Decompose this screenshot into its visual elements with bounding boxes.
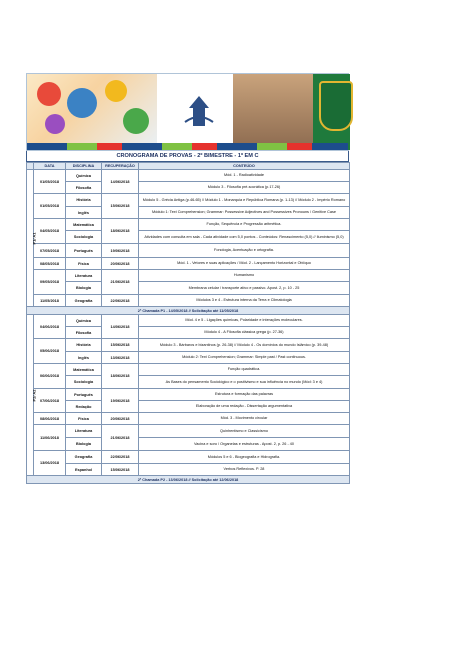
- cell-conteudo: Mód. 1 - Vetores e suas aplicações / Mód. 2 - Lançamento Horizontal e Oblíquo: [139, 258, 350, 270]
- color-strip: [27, 143, 348, 150]
- cell-data: 04/06/2018: [34, 315, 66, 339]
- table-row: [27, 464, 350, 476]
- cell-conteudo: Módulo 4 - A Filosofia clássica grega (p. 27-36): [139, 327, 350, 339]
- cell-conteudo: Função, Sequência e Progressão aritmética.: [139, 219, 350, 231]
- cell-recuperacao: 19/06/2018: [102, 389, 139, 413]
- table-row: [27, 315, 350, 327]
- cell-data: 08/06/2018: [34, 413, 66, 425]
- table-row: [27, 231, 350, 244]
- table-row: [27, 389, 350, 401]
- cell-conteudo: Módulo 2: Text Comprehension; Grammar: Simple past / Past continuous.: [139, 352, 350, 364]
- page-title: CRONOGRAMA DE PROVAS - 2º BIMESTRE - 1º EM C: [26, 151, 349, 162]
- cell-conteudo: Módulo 1: Text Comprehension; Grammar: Possessive Adjectives and Possessives Pronouns / Genitive Case: [139, 207, 350, 219]
- table-row: [27, 401, 350, 413]
- cell-data: 11/06/2018: [34, 425, 66, 451]
- table-row: [27, 270, 350, 282]
- cell-disciplina: Química: [66, 170, 102, 182]
- cell-recuperacao: 18/06/2018: [102, 219, 139, 244]
- header-disciplina: DISCIPLINA: [66, 163, 102, 170]
- cell-disciplina: Sociologia: [66, 376, 102, 389]
- chamada-text: 2ª Chamada P1 - 14/05/2018 // Solicitação até 11/05/2018: [27, 307, 350, 315]
- cell-conteudo: Módulos 3 e 4 - Estrutura interna da Terra e Climatologia: [139, 295, 350, 307]
- cell-recuperacao: 13/06/2018: [102, 352, 139, 364]
- cell-disciplina: Inglês: [66, 207, 102, 219]
- cell-data: 11/05/2018: [34, 295, 66, 307]
- cell-recuperacao: 15/06/2018: [102, 194, 139, 219]
- header-banner: [26, 73, 349, 151]
- schedule-sheet: [26, 73, 349, 484]
- table-row: [27, 258, 350, 270]
- cell-disciplina: Espanhol: [66, 464, 102, 476]
- section-label-text: P1/ A1: [31, 231, 37, 245]
- table-row: [27, 244, 350, 258]
- cell-conteudo: Membrana celular / transporte ativo e passivo. Apost. 2, p. 10 - 25: [139, 282, 350, 295]
- cell-recuperacao: 20/06/2018: [102, 258, 139, 270]
- table-row: [27, 438, 350, 451]
- cell-data: 04/05/2018: [34, 219, 66, 244]
- table-row: [27, 364, 350, 376]
- chamada-text: 2ª Chamada P2 - 13/06/2018 // Solicitação até 12/06/2018: [27, 476, 350, 484]
- cell-conteudo: Humanismo: [139, 270, 350, 282]
- church-logo-icon: [179, 92, 219, 132]
- cell-disciplina: Filosofia: [66, 327, 102, 339]
- cell-data: 05/06/2018: [34, 339, 66, 364]
- table-row: [27, 282, 350, 295]
- chamada-row: [27, 307, 350, 315]
- section-label: [27, 170, 37, 307]
- chamada-row: [27, 476, 350, 484]
- cell-data: 13/06/2018: [34, 451, 66, 476]
- cell-recuperacao: 15/06/2018: [102, 464, 139, 476]
- table-row: [27, 327, 350, 339]
- cell-conteudo: Função quadrática.: [139, 364, 350, 376]
- cell-conteudo: Fonologia, Acentuação e ortografia.: [139, 244, 350, 258]
- table-row: [27, 295, 350, 307]
- table-row: [27, 451, 350, 464]
- classroom-photo: [233, 74, 313, 150]
- cell-disciplina: Física: [66, 413, 102, 425]
- cell-disciplina: Geografia: [66, 295, 102, 307]
- cell-disciplina: História: [66, 339, 102, 352]
- cell-disciplina: Geografia: [66, 451, 102, 464]
- cell-disciplina: Sociologia: [66, 231, 102, 244]
- table-row: [27, 376, 350, 389]
- cell-disciplina: Matemática: [66, 219, 102, 231]
- cell-disciplina: Português: [66, 244, 102, 258]
- cell-disciplina: Física: [66, 258, 102, 270]
- cell-data: 07/05/2018: [34, 244, 66, 258]
- cell-recuperacao: 14/06/2018: [102, 315, 139, 339]
- cell-disciplina: Filosofia: [66, 182, 102, 194]
- table-row: [27, 219, 350, 231]
- cell-conteudo: Módulo 3 - Filosofia pré-socrática (p.17-26): [139, 182, 350, 194]
- header-recuperacao: RECUPERAÇÃO: [102, 163, 139, 170]
- cell-disciplina: História: [66, 194, 102, 207]
- cell-disciplina: Redação: [66, 401, 102, 413]
- header-conteudo: CONTEÚDO: [139, 163, 350, 170]
- cell-recuperacao: 21/06/2018: [102, 270, 139, 295]
- cell-recuperacao: 18/06/2018: [102, 364, 139, 389]
- table-row: [27, 182, 350, 194]
- cell-recuperacao: 21/06/2018: [102, 425, 139, 451]
- cell-conteudo: Vacina e soro / Organelas e estruturas - Apost. 2, p. 26 - 40: [139, 438, 350, 451]
- cell-data: 01/05/2018: [34, 170, 66, 194]
- cell-recuperacao: 19/06/2018: [102, 244, 139, 258]
- cell-data: 01/05/2018: [34, 194, 66, 219]
- cell-disciplina: Literatura: [66, 270, 102, 282]
- cell-recuperacao: 15/06/2018: [102, 339, 139, 352]
- school-supplies-image: [27, 74, 157, 150]
- cell-conteudo: Mód. 3 - Movimento circular: [139, 413, 350, 425]
- cell-conteudo: As Bases do pensamento Sociológico e o positivismo e sua influência no mundo (Mód: 3 e 4): [139, 376, 350, 389]
- cell-recuperacao: 22/06/2018: [102, 451, 139, 464]
- table-row: [27, 413, 350, 425]
- table-header-row: [27, 163, 350, 170]
- section-label: [27, 315, 37, 476]
- cell-conteudo: Verbos Reflexivos. P. 28: [139, 464, 350, 476]
- section-label-text: P2/ A2: [31, 388, 37, 402]
- cell-disciplina: Inglês: [66, 352, 102, 364]
- header-blank: [27, 163, 34, 170]
- campeao-crest-logo: [319, 81, 353, 131]
- cell-disciplina: Português: [66, 389, 102, 401]
- cell-data: 06/06/2018: [34, 364, 66, 389]
- cell-conteudo: Mód. 1 - Radioatividade: [139, 170, 350, 182]
- cell-disciplina: Literatura: [66, 425, 102, 438]
- cell-conteudo: Atividades com consulta em sala - Cada atividade com 5,0 pontos - Conteúdos: Renascimento (5,0) // Iluminismo (5,0): [139, 231, 350, 244]
- cell-data: 08/05/2018: [34, 258, 66, 270]
- cell-recuperacao: 20/06/2018: [102, 413, 139, 425]
- table-row: [27, 339, 350, 352]
- cell-conteudo: Estrutura e formação das palavras: [139, 389, 350, 401]
- table-row: [27, 207, 350, 219]
- cell-conteudo: Módulo 5 - Grécia Antiga (p.46-65) // Módulo 1 - Monarquia e República Romana (p. 1-13) // Módulo 2 - Império Romano: [139, 194, 350, 207]
- cell-conteudo: Elaboração de uma redação - Dissertação argumentativa: [139, 401, 350, 413]
- cell-disciplina: Matemática: [66, 364, 102, 376]
- header-data: DATA: [34, 163, 66, 170]
- cell-disciplina: Química: [66, 315, 102, 327]
- cell-conteudo: Quinhentismo e Classicismo: [139, 425, 350, 438]
- cell-disciplina: Biologia: [66, 282, 102, 295]
- schedule-table: [26, 162, 350, 484]
- cell-data: 09/05/2018: [34, 270, 66, 295]
- table-row: [27, 352, 350, 364]
- cell-conteudo: Mód. 4 e 5 - Ligações químicas, Polaridade e interações moleculares.: [139, 315, 350, 327]
- cell-recuperacao: 14/06/2018: [102, 170, 139, 194]
- table-row: [27, 194, 350, 207]
- cell-conteudo: Módulo 3 - Bárbaros e bizantinos (p. 26-38) // Módulo 4 - Os domínios do mundo Islâmico (p. 39-48): [139, 339, 350, 352]
- cell-data: 07/06/2018: [34, 389, 66, 413]
- cell-disciplina: Biologia: [66, 438, 102, 451]
- cell-recuperacao: 22/06/2018: [102, 295, 139, 307]
- cell-conteudo: Módulos 5 e 6 - Biogeografia e Hidrografia.: [139, 451, 350, 464]
- table-row: [27, 425, 350, 438]
- table-row: [27, 170, 350, 182]
